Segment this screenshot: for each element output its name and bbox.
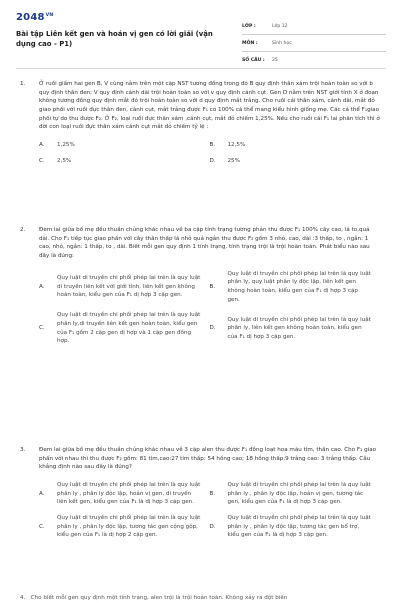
option-d[interactable] — [210, 514, 381, 540]
option-d[interactable] — [210, 311, 381, 346]
meta-key: SỐ CÂU : — [242, 58, 265, 63]
question-text: Đem lai giữa bố mẹ đều thuần chủng khác nhau về 3 cặp alen thu được F₁ đồng loạt hoa màu tím, thân cao. Cho F₁ giao phấn với nhau thì thu được F₂ gồm: 81 tím,cao:27 tím thấp: 54 hồng cao; 18 hồng thấp:9 trắng cao: 3 trắng thấp. Câu khẳng định nào sau đây là đúng? — [39, 447, 377, 471]
header — [16, 10, 386, 63]
option-label: C. — [39, 325, 45, 332]
meta-row-class — [242, 21, 386, 35]
option-text: Quy luật di truyền chi phối phép lai trên là quy luật phân ly , phân ly độc lập, tương tác gen cộng gộp, kiểu gen của F₁ là dị hợp 2 cặp gen. — [57, 514, 201, 539]
option-row — [39, 141, 380, 150]
option-text: 1,25% — [57, 141, 75, 148]
option-c[interactable] — [39, 311, 210, 346]
option-label: B. — [209, 490, 216, 497]
option-text: 25% — [227, 157, 240, 164]
option-row — [39, 270, 380, 305]
option-label: D. — [209, 523, 216, 530]
options — [39, 141, 380, 165]
option-text: Quy luật di truyền chi phối phép lai trên là quy luật phân ly , phân ly độc lập, tương tác gen bổ trợ, kiểu gen của F₁ là dị hợp 3 cặp gen. — [227, 514, 371, 539]
option-text: Quy luật di truyền chi phối phép lai trên là quy luật phân ly , phân ly độc lập, hoán vị gen, di truyền liên kết gen, kiểu gen của F₁ là dị hợp 3 cặp gen. — [57, 481, 201, 506]
option-text: Quy luật di truyền chi phối phép lai trên là quy luật phân ly , phân ly độc lập, hoán vị gen, tương tác gen, kiểu gen của F₁ là dị hợp 3 cặp gen. — [227, 481, 371, 506]
page-title: Bài tập Liên kết gen và hoán vị gen có lời giải (vận dụng cao - P1) — [16, 30, 213, 48]
question-3 — [20, 446, 380, 547]
option-label: D. — [209, 157, 216, 164]
option-row — [39, 311, 380, 346]
option-c[interactable] — [39, 514, 210, 540]
option-label: D. — [209, 325, 216, 332]
option-label: B. — [209, 141, 216, 148]
option-label: B. — [209, 283, 216, 290]
option-row — [39, 481, 380, 507]
option-label: C. — [39, 523, 45, 530]
option-row — [39, 514, 380, 540]
meta-value: 25 — [272, 58, 278, 63]
option-text: 2,5% — [57, 157, 72, 164]
option-label: A. — [39, 283, 45, 290]
option-label: A. — [39, 490, 45, 497]
option-b[interactable] — [210, 481, 381, 507]
question-2 — [20, 226, 380, 353]
logo-suffix: VN — [45, 12, 54, 18]
option-c[interactable] — [39, 157, 210, 166]
option-a[interactable] — [39, 141, 210, 150]
option-b[interactable] — [210, 270, 381, 305]
header-divider — [16, 68, 386, 69]
option-a[interactable] — [39, 481, 210, 507]
question-number: 3. — [20, 447, 26, 453]
option-b[interactable] — [210, 141, 381, 150]
site-logo[interactable] — [16, 10, 53, 26]
options — [39, 270, 380, 346]
question-text: Đem lai giữa bố mẹ đều thuần chủng khác nhau về ba cặp tính trạng tương phản thu được F₁ 100% cây cao, lá to,quả dài. Cho F₁ tiếp tục giao phấn với cây thân thấp lá nhỏ quả ngắn thu được F₂ gồm 3 nhỏ, cao, dài :3 thấp, to , ngắn: 1 cao, nhỏ, ngắn: 1 thấp, to , dài. Biết mỗi gen quy định 1 tính trạng, tính trạng trội là trội hoàn toàn. Phát biểu nào sau đây là đúng: — [39, 227, 370, 259]
option-row — [39, 157, 380, 166]
question-1 — [20, 80, 380, 172]
meta-value: Sinh học — [272, 41, 292, 46]
option-text: 12,5% — [227, 141, 246, 148]
option-label: C. — [39, 157, 45, 164]
question-number: 4. — [20, 595, 26, 601]
option-label: A. — [39, 141, 45, 148]
option-text: Quy luật di truyền chi phối phép lai trên là quy luật phân ly, quy luật phân ly độc lập, liên kết gen không hoàn toàn, kiểu gen của F₁ dị hợp 3 cặp gen. — [227, 270, 371, 303]
option-text: Quy luật di truyền chi phối phép lai trên là quy luật phân ly,di truyền liên kết gen hoàn toàn, kiểu gen của F₁ gồm 2 cặp gen dị hợp và 1 cặp gen đồng hợp. — [57, 312, 201, 345]
meta-key: MÔN : — [242, 41, 258, 46]
options — [39, 481, 380, 540]
meta-value: Lớp 12 — [272, 24, 288, 29]
question-4-partial — [20, 594, 380, 603]
option-d[interactable] — [210, 157, 381, 166]
question-number: 2. — [20, 227, 26, 233]
question-text: Ở ruồi giấm hai gen B, V cùng nằm trên một cặp NST tương đồng trong đó B quy định thân xám trội hoàn toàn so với b quy định thân đen; V quy định cánh dài trội hoàn toàn so với v quy định cánh cụt. Gen D nằm trên NST giới tính X ở đoạn không tương đồng quy định mắt đỏ trội hoàn toàn so với d quy định mắt trắng. Cho ruồi cái thân xám, cánh dài, mắt đỏ giao phối với ruồi đực thân đen, cánh cụt, mắt trắng được F₁ có 100% cá thể mang kiểu hình giống mẹ. Các cá thể F₁giao phối tự do thu được F₂. Ở F₂, loại ruồi đực thân xám ,cánh cụt, mắt đỏ chiếm 1,25%. Nếu cho ruồi cái F₁ lai phân tích thì ở đời con loại ruồi đực thân xám cánh cụt mắt đỏ chiếm tỷ lệ : — [39, 81, 380, 131]
option-text: Quy luật di truyền chi phối phép lai trên là quy luật phân ly, liên kết gen không hoàn toàn, kiểu gen của F₁ dị hợp 3 cặp gen. — [227, 316, 371, 340]
option-text: Quy luật di truyền chi phối phép lai trên là quy luật di truyền liên kết với giới tính, liên kết gen không hoàn toàn, kiểu gen của F₁ dị hợp 3 cặp gen. — [57, 274, 201, 299]
question-number: 1. — [20, 81, 26, 87]
meta-row-subject — [242, 38, 386, 52]
option-a[interactable] — [39, 270, 210, 305]
meta-row-count — [242, 55, 386, 69]
logo-text: 2048 — [16, 12, 45, 23]
meta-info — [242, 21, 386, 72]
question-text: Cho biết mỗi gen quy định một tính trạng, alen trội là trội hoàn toàn. Không xảy ra đột biến — [30, 595, 288, 601]
meta-key: LỚP : — [242, 24, 256, 29]
